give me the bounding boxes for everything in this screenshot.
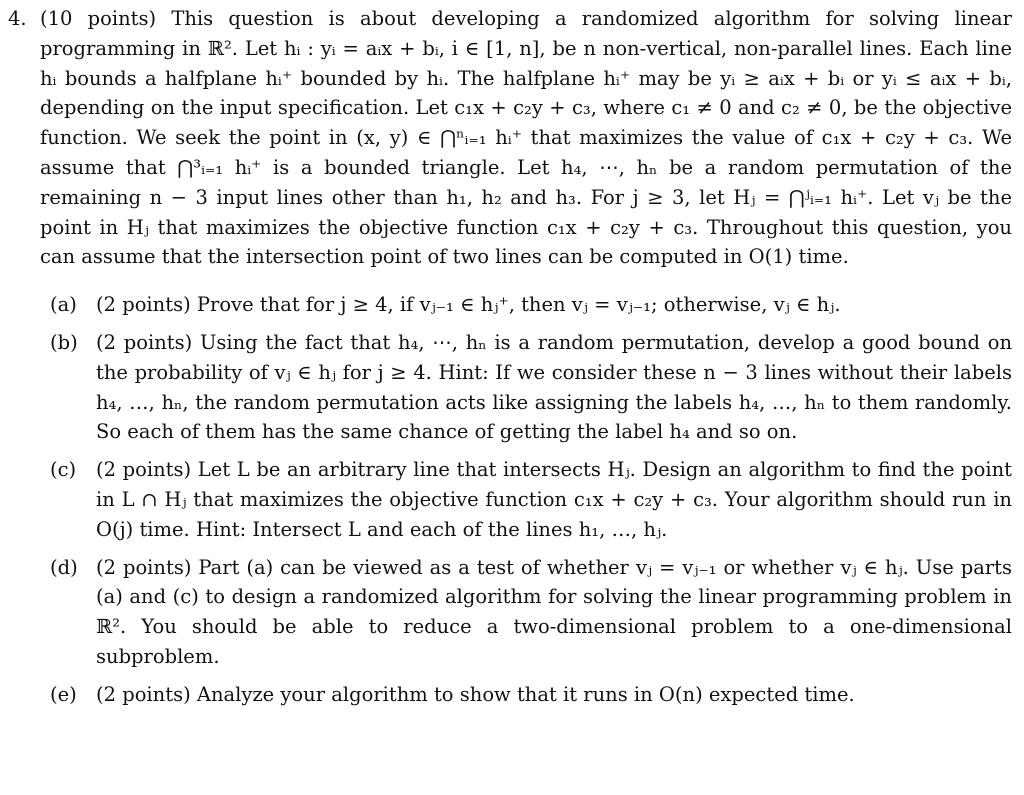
question-parts [50, 290, 1012, 709]
question-4 [8, 4, 1012, 272]
part-text: (2 points) Part (a) can be viewed as a test of whether vⱼ = vⱼ₋₁ or whether vⱼ ∈ hⱼ. Use parts (a) and (c) to design a randomized algorithm for solving the linear programming problem in ℝ². You should be able to reduce a two-dimensional problem to a one-dimensional subproblem. [96, 555, 1012, 668]
part-e [50, 680, 1012, 710]
question-intro-block [8, 4, 1012, 272]
part-label: (e) [50, 682, 77, 706]
part-text: (2 points) Analyze your algorithm to show that it runs in O(n) expected time. [96, 682, 855, 706]
part-b [50, 328, 1012, 447]
part-label: (d) [50, 555, 78, 579]
part-text: (2 points) Prove that for j ≥ 4, if vⱼ₋₁ ∈ hⱼ⁺, then vⱼ = vⱼ₋₁; otherwise, vⱼ ∈ hⱼ. [96, 293, 841, 317]
part-text: (2 points) Let L be an arbitrary line that intersects Hⱼ. Design an algorithm to find the point in L ∩ Hⱼ that maximizes the objective function c₁x + c₂y + c₃. Your algorithm should run in O(j) time. Hint: Intersect L and each of the lines h₁, …, hⱼ. [96, 458, 1012, 541]
part-a [50, 290, 1012, 320]
part-text: (2 points) Using the fact that h₄, ⋯, hₙ is a random permutation, develop a good bound on the probability of vⱼ ∈ hⱼ for j ≥ 4. Hint: If we consider these n − 3 lines without their labels h₄, …, hₙ, the random permutation acts like assigning the labels h₄, …, hₙ to them randomly. So each of them has the same chance of getting the label h₄ and so on. [96, 330, 1012, 444]
question-intro: (10 points) This question is about developing a randomized algorithm for solving linear programming in ℝ². Let hᵢ : yᵢ = aᵢx + bᵢ, i ∈ [1, n], be n non-vertical, non-parallel lines. Each line hᵢ bounds a halfplane hᵢ⁺ bounded by hᵢ. The halfplane hᵢ⁺ may be yᵢ ≥ aᵢx + bᵢ or yᵢ ≤ aᵢx + bᵢ, depending on the input specification. Let c₁x + c₂y + c₃, where c₁ ≠ 0 and c₂ ≠ 0, be the objective function. We seek the point in (x, y) ∈ ⋂ⁿᵢ₌₁ hᵢ⁺ that maximizes the value of c₁x + c₂y + c₃. We assume that ⋂³ᵢ₌₁ hᵢ⁺ is a bounded triangle. Let h₄, ⋯, hₙ be a random permutation of the remaining n − 3 input lines other than h₁, h₂ and h₃. For j ≥ 3, let Hⱼ = ⋂ʲᵢ₌₁ hᵢ⁺. Let vⱼ be the point in Hⱼ that maximizes the objective function c₁x + c₂y + c₃. Throughout this question, you can assume that the intersection point of two lines can be computed in O(1) time. [40, 7, 1012, 269]
question-number: 4. [8, 7, 27, 30]
part-d [50, 553, 1012, 672]
part-label: (a) [50, 293, 77, 317]
part-label: (c) [50, 458, 77, 482]
part-label: (b) [50, 330, 78, 354]
part-c [50, 455, 1012, 544]
